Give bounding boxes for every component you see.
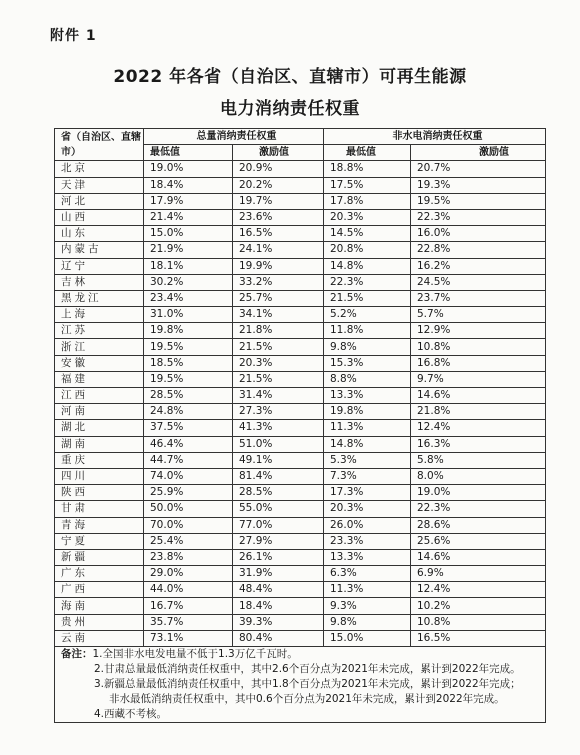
note-line-4: 非水最低消纳责任权重中，其中0.6个百分点为2021年未完成，累计到2022年完成。	[109, 693, 505, 705]
total-min-cell: 15.0%	[144, 226, 233, 242]
province-cell: 青海	[55, 517, 144, 533]
province-cell: 内蒙古	[55, 242, 144, 258]
province-cell: 广西	[55, 582, 144, 598]
nonhydro-min-cell: 6.3%	[324, 566, 411, 582]
total-incentive-cell: 24.1%	[233, 242, 324, 258]
province-cell: 河北	[55, 193, 144, 209]
nonhydro-incentive-cell: 19.5%	[411, 193, 546, 209]
total-incentive-cell: 34.1%	[233, 307, 324, 323]
note-line-2: 2.甘肃总量最低消纳责任权重中，其中2.6个百分点为2021年未完成，累计到2022年完成。	[94, 663, 521, 675]
province-cell: 浙江	[55, 339, 144, 355]
nonhydro-incentive-cell: 6.9%	[411, 566, 546, 582]
total-min-cell: 17.9%	[144, 193, 233, 209]
nonhydro-incentive-cell: 19.3%	[411, 177, 546, 193]
nonhydro-min-cell: 17.3%	[324, 485, 411, 501]
nonhydro-min-cell: 11.3%	[324, 582, 411, 598]
nonhydro-min-cell: 9.8%	[324, 339, 411, 355]
nonhydro-min-cell: 15.0%	[324, 630, 411, 646]
total-min-cell: 24.8%	[144, 404, 233, 420]
table-row	[55, 355, 546, 371]
nonhydro-min-header: 最低值	[324, 145, 411, 161]
total-incentive-cell: 19.7%	[233, 193, 324, 209]
total-incentive-cell: 26.1%	[233, 549, 324, 565]
table-row	[55, 307, 546, 323]
total-incentive-cell: 27.3%	[233, 404, 324, 420]
province-column-header: 省（自治区、直辖市）	[55, 129, 144, 161]
nonhydro-incentive-cell: 22.3%	[411, 209, 546, 225]
nonhydro-incentive-cell: 23.7%	[411, 290, 546, 306]
nonhydro-incentive-cell: 10.8%	[411, 339, 546, 355]
total-min-cell: 30.2%	[144, 274, 233, 290]
nonhydro-incentive-cell: 20.7%	[411, 161, 546, 177]
province-cell: 湖南	[55, 436, 144, 452]
document-title-line1: 2022 年各省（自治区、直辖市）可再生能源	[113, 67, 467, 87]
total-incentive-cell: 33.2%	[233, 274, 324, 290]
nonhydro-incentive-cell: 24.5%	[411, 274, 546, 290]
total-min-cell: 18.4%	[144, 177, 233, 193]
table-row	[55, 452, 546, 468]
province-cell: 重庆	[55, 452, 144, 468]
province-cell: 吉林	[55, 274, 144, 290]
document-title-line2: 电力消纳责任权重	[220, 99, 360, 119]
province-cell: 天津	[55, 177, 144, 193]
total-incentive-cell: 25.7%	[233, 290, 324, 306]
table-row	[55, 533, 546, 549]
notes-row	[55, 647, 546, 723]
nonhydro-incentive-header: 激励值	[411, 145, 546, 161]
nonhydro-incentive-cell: 10.2%	[411, 598, 546, 614]
total-incentive-cell: 20.2%	[233, 177, 324, 193]
nonhydro-incentive-cell: 22.8%	[411, 242, 546, 258]
total-incentive-cell: 19.9%	[233, 258, 324, 274]
total-weight-header: 总量消纳责任权重	[144, 129, 324, 145]
province-cell: 四川	[55, 468, 144, 484]
total-min-cell: 37.5%	[144, 420, 233, 436]
nonhydro-incentive-cell: 16.3%	[411, 436, 546, 452]
province-cell: 海南	[55, 598, 144, 614]
nonhydro-incentive-cell: 16.8%	[411, 355, 546, 371]
total-min-cell: 19.8%	[144, 323, 233, 339]
total-incentive-cell: 55.0%	[233, 501, 324, 517]
total-incentive-cell: 48.4%	[233, 582, 324, 598]
notes-label: 备注：	[61, 648, 93, 660]
total-min-cell: 25.9%	[144, 485, 233, 501]
province-cell: 辽宁	[55, 258, 144, 274]
province-cell: 河南	[55, 404, 144, 420]
attachment-label: 附件 1	[50, 28, 97, 44]
table-header-row	[55, 129, 546, 145]
total-incentive-cell: 18.4%	[233, 598, 324, 614]
nonhydro-min-cell: 13.3%	[324, 549, 411, 565]
nonhydro-min-cell: 20.8%	[324, 242, 411, 258]
total-min-cell: 19.5%	[144, 371, 233, 387]
total-min-cell: 21.9%	[144, 242, 233, 258]
nonhydro-min-cell: 9.3%	[324, 598, 411, 614]
nonhydro-weight-header: 非水电消纳责任权重	[324, 129, 546, 145]
table-row	[55, 193, 546, 209]
nonhydro-incentive-cell: 12.4%	[411, 582, 546, 598]
province-cell: 江苏	[55, 323, 144, 339]
nonhydro-min-cell: 23.3%	[324, 533, 411, 549]
province-cell: 安徽	[55, 355, 144, 371]
table-row	[55, 468, 546, 484]
province-cell: 贵州	[55, 614, 144, 630]
total-min-cell: 19.5%	[144, 339, 233, 355]
nonhydro-min-cell: 22.3%	[324, 274, 411, 290]
province-cell: 福建	[55, 371, 144, 387]
nonhydro-min-cell: 14.8%	[324, 258, 411, 274]
province-cell: 山东	[55, 226, 144, 242]
total-min-cell: 21.4%	[144, 209, 233, 225]
weights-table	[54, 128, 546, 723]
total-incentive-cell: 31.9%	[233, 566, 324, 582]
nonhydro-min-cell: 19.8%	[324, 404, 411, 420]
table-row	[55, 290, 546, 306]
table-row	[55, 517, 546, 533]
note-line-1: 备注：1.全国非水电发电量不低于1.3万亿千瓦时。	[61, 648, 298, 660]
total-incentive-cell: 41.3%	[233, 420, 324, 436]
table-row	[55, 501, 546, 517]
total-incentive-cell: 80.4%	[233, 630, 324, 646]
nonhydro-min-cell: 18.8%	[324, 161, 411, 177]
total-min-cell: 16.7%	[144, 598, 233, 614]
nonhydro-min-cell: 17.5%	[324, 177, 411, 193]
province-cell: 上海	[55, 307, 144, 323]
table-row	[55, 161, 546, 177]
nonhydro-min-cell: 11.8%	[324, 323, 411, 339]
province-cell: 新疆	[55, 549, 144, 565]
nonhydro-incentive-cell: 14.6%	[411, 549, 546, 565]
province-cell: 黑龙江	[55, 290, 144, 306]
total-incentive-cell: 27.9%	[233, 533, 324, 549]
nonhydro-min-cell: 20.3%	[324, 501, 411, 517]
nonhydro-incentive-cell: 16.2%	[411, 258, 546, 274]
total-incentive-cell: 28.5%	[233, 485, 324, 501]
total-min-cell: 50.0%	[144, 501, 233, 517]
table-row	[55, 582, 546, 598]
nonhydro-incentive-cell: 8.0%	[411, 468, 546, 484]
nonhydro-min-cell: 8.8%	[324, 371, 411, 387]
province-cell: 宁夏	[55, 533, 144, 549]
nonhydro-min-cell: 20.3%	[324, 209, 411, 225]
total-incentive-cell: 51.0%	[233, 436, 324, 452]
total-min-header: 最低值	[144, 145, 233, 161]
nonhydro-min-cell: 9.8%	[324, 614, 411, 630]
table-row	[55, 242, 546, 258]
table-row	[55, 485, 546, 501]
nonhydro-incentive-cell: 21.8%	[411, 404, 546, 420]
total-incentive-cell: 81.4%	[233, 468, 324, 484]
province-cell: 甘肃	[55, 501, 144, 517]
total-min-cell: 23.4%	[144, 290, 233, 306]
province-cell: 广东	[55, 566, 144, 582]
table-row	[55, 614, 546, 630]
table-row	[55, 388, 546, 404]
nonhydro-incentive-cell: 9.7%	[411, 371, 546, 387]
total-incentive-cell: 49.1%	[233, 452, 324, 468]
province-cell: 北京	[55, 161, 144, 177]
total-min-cell: 29.0%	[144, 566, 233, 582]
table-row	[55, 323, 546, 339]
nonhydro-min-cell: 26.0%	[324, 517, 411, 533]
nonhydro-min-cell: 21.5%	[324, 290, 411, 306]
total-incentive-cell: 20.3%	[233, 355, 324, 371]
total-min-cell: 23.8%	[144, 549, 233, 565]
nonhydro-min-cell: 15.3%	[324, 355, 411, 371]
nonhydro-incentive-cell: 16.5%	[411, 630, 546, 646]
province-cell: 山西	[55, 209, 144, 225]
total-incentive-cell: 39.3%	[233, 614, 324, 630]
nonhydro-min-cell: 14.8%	[324, 436, 411, 452]
table-row	[55, 339, 546, 355]
total-min-cell: 44.7%	[144, 452, 233, 468]
note-line-3: 3.新疆总量最低消纳责任权重中，其中1.8个百分点为2021年未完成，累计到2022年完成；	[94, 678, 521, 690]
nonhydro-min-cell: 17.8%	[324, 193, 411, 209]
nonhydro-incentive-cell: 12.9%	[411, 323, 546, 339]
total-min-cell: 31.0%	[144, 307, 233, 323]
nonhydro-min-cell: 14.5%	[324, 226, 411, 242]
total-min-cell: 70.0%	[144, 517, 233, 533]
table-row	[55, 549, 546, 565]
nonhydro-min-cell: 5.2%	[324, 307, 411, 323]
table-row	[55, 371, 546, 387]
table-row	[55, 258, 546, 274]
province-cell: 云南	[55, 630, 144, 646]
nonhydro-min-cell: 11.3%	[324, 420, 411, 436]
total-incentive-cell: 20.9%	[233, 161, 324, 177]
province-cell: 陕西	[55, 485, 144, 501]
nonhydro-incentive-cell: 28.6%	[411, 517, 546, 533]
province-cell: 湖北	[55, 420, 144, 436]
table-row	[55, 566, 546, 582]
total-min-cell: 18.1%	[144, 258, 233, 274]
total-incentive-header: 激励值	[233, 145, 324, 161]
table-row	[55, 177, 546, 193]
nonhydro-incentive-cell: 5.7%	[411, 307, 546, 323]
total-min-cell: 28.5%	[144, 388, 233, 404]
nonhydro-min-cell: 7.3%	[324, 468, 411, 484]
table-row	[55, 436, 546, 452]
total-min-cell: 25.4%	[144, 533, 233, 549]
table-row	[55, 420, 546, 436]
total-incentive-cell: 21.5%	[233, 339, 324, 355]
nonhydro-incentive-cell: 25.6%	[411, 533, 546, 549]
nonhydro-incentive-cell: 22.3%	[411, 501, 546, 517]
total-incentive-cell: 31.4%	[233, 388, 324, 404]
total-incentive-cell: 16.5%	[233, 226, 324, 242]
total-min-cell: 18.5%	[144, 355, 233, 371]
table-row	[55, 226, 546, 242]
total-min-cell: 19.0%	[144, 161, 233, 177]
table-row	[55, 598, 546, 614]
total-min-cell: 46.4%	[144, 436, 233, 452]
nonhydro-incentive-cell: 16.0%	[411, 226, 546, 242]
nonhydro-incentive-cell: 19.0%	[411, 485, 546, 501]
total-incentive-cell: 77.0%	[233, 517, 324, 533]
nonhydro-min-cell: 13.3%	[324, 388, 411, 404]
table-row	[55, 274, 546, 290]
table-row	[55, 209, 546, 225]
total-incentive-cell: 21.5%	[233, 371, 324, 387]
total-min-cell: 35.7%	[144, 614, 233, 630]
nonhydro-incentive-cell: 5.8%	[411, 452, 546, 468]
table-row	[55, 630, 546, 646]
province-cell: 江西	[55, 388, 144, 404]
table-row	[55, 404, 546, 420]
nonhydro-incentive-cell: 14.6%	[411, 388, 546, 404]
total-min-cell: 44.0%	[144, 582, 233, 598]
nonhydro-min-cell: 5.3%	[324, 452, 411, 468]
total-min-cell: 73.1%	[144, 630, 233, 646]
total-incentive-cell: 21.8%	[233, 323, 324, 339]
nonhydro-incentive-cell: 12.4%	[411, 420, 546, 436]
total-min-cell: 74.0%	[144, 468, 233, 484]
notes-cell	[55, 647, 546, 723]
total-incentive-cell: 23.6%	[233, 209, 324, 225]
nonhydro-incentive-cell: 10.8%	[411, 614, 546, 630]
note-line-5: 4.西藏不考核。	[94, 708, 168, 720]
